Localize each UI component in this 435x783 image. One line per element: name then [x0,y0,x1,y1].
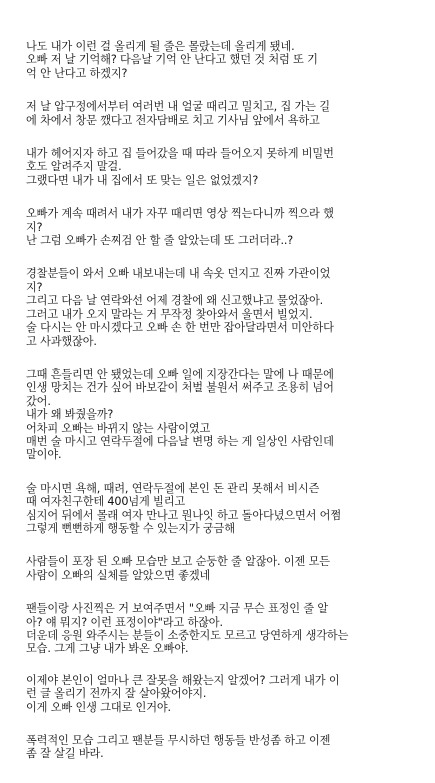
text-line: 억 안 난다고 하겠지? [26,66,128,80]
text-line: 그렇게 뻔뻔하게 행동할 수 있는지가 궁금해 [26,521,235,535]
text-line: 나도 내가 이런 걸 올리게 될 줄은 몰랐는데 올리게 됐네. [26,40,295,53]
text-line: 좀 잘 살길 바라. [26,747,104,761]
paragraph-1 [26,40,411,80]
text-line: 매번 술 마시고 연락두절에 다음날 변명 하는 게 일상인 사람인데 [26,434,334,448]
text-line: 어차피 오빠는 바뀌지 않는 사람이였고 [26,421,211,435]
paragraph-11 [26,734,411,761]
paragraph-3 [26,147,411,187]
text-line: 더운데 응원 와주시는 분들이 소중한지도 모르고 당연하게 생각하는 [26,629,349,642]
paragraph-5 [26,267,411,347]
text-line: 런 글 올리기 전까지 잘 살아왔어야지. [26,687,207,701]
paragraph-7 [26,482,411,536]
text-line: 이제야 본인이 얼마나 큰 잘못을 해왔는지 알겠어? 그러게 내가 이 [26,673,340,687]
text-line: 이게 오빠 인생 그대로 인거야. [26,700,171,714]
text-line: 난 그럼 오빠가 손찌검 안 할 줄 알았는데 또 그러더라..? [26,234,294,248]
paragraph-4 [26,207,411,247]
text-line: 사람이 오빠의 실체를 알았으면 좋겠네 [26,568,211,582]
paragraph-2 [26,100,411,127]
text-line: 그때 흔들리면 안 됐었는데 오빠 일에 지장간다는 말에 나 때문에 [26,367,334,381]
text-line: 그랬다면 내가 내 집에서 또 맞는 일은 없었겠지? [26,173,259,187]
text-line: 호도 알려주지 말걸. [26,160,122,174]
text-line: 오빠 저 날 기억해? 다음날 기억 안 난다고 했던 것 처럼 또 기 [26,53,318,67]
text-line: 내가 왜 봐줬을까? [26,408,114,422]
text-line: 지? [26,220,43,234]
paragraph-8 [26,555,411,582]
paragraph-6 [26,368,411,462]
text-line: 그리고 다음 날 연락와선 어제 경찰에 왜 신고했냐고 물었잖아. [26,294,324,308]
text-line: 저 날 압구정에서부터 여러번 내 얼굴 때리고 밀치고, 집 가는 길 [26,100,330,114]
text-line: 모습. 그게 그냥 내가 봐온 오빠야. [26,642,189,656]
text-line: 내가 헤어지자 하고 집 들어갔을 때 따라 들어오지 못하게 비밀번 [26,147,334,161]
text-line: 지? [26,280,43,294]
text-line: 술 다시는 안 마시겠다고 오빠 손 한 번만 잡아달라면서 미안하다 [26,321,334,335]
paragraph-9 [26,602,411,656]
text-line: 술 마시면 욕해, 때려, 연락두절에 본인 돈 관리 못해서 비시즌 [26,481,320,495]
text-line: 오빠가 계속 때려서 내가 자꾸 때리면 영상 찍는다니까 찍으라 했 [26,207,334,221]
text-line: 심지어 뒤에서 몰래 여자 만나고 뭔나잇 하고 돌아다녔으면서 어쩜 [26,508,341,522]
text-line: 고 사과했잖아. [26,334,97,348]
text-line: 팬들이랑 사진찍은 거 보여주면서 "오빠 지금 무슨 표정인 줄 알 [26,602,329,616]
text-line: 사람들이 포장 된 오빠 모습만 보고 순둥한 줄 알잖아. 이젠 모든 [26,555,330,569]
text-line: 때 여자친구한테 400넘게 빌리고 [26,495,186,509]
text-line: 갔어. [26,394,51,408]
text-line: 에 차에서 창문 깼다고 전자담배로 치고 기사님 앞에서 욕하고 [26,113,320,127]
text-line: 폭력적인 모습 그리고 팬분들 무시하던 행동들 반성좀 하고 이젠 [26,734,331,748]
text-line: 말이야. [26,448,62,462]
text-line: 경찰분들이 와서 오빠 내보내는데 내 속옷 던지고 진짜 가관이었 [26,267,331,281]
paragraph-10 [26,674,411,714]
text-line: 그러고 내가 오지 말라는 거 무작정 찾아와서 울면서 빌었지. [26,307,313,321]
text-line: 인생 망치는 건가 싶어 바보같이 처벌 불원서 써주고 조용히 넘어 [26,381,334,395]
text-line: 아? 얘 뭐지? 이런 표정이야"라고 하잖아. [26,615,223,629]
